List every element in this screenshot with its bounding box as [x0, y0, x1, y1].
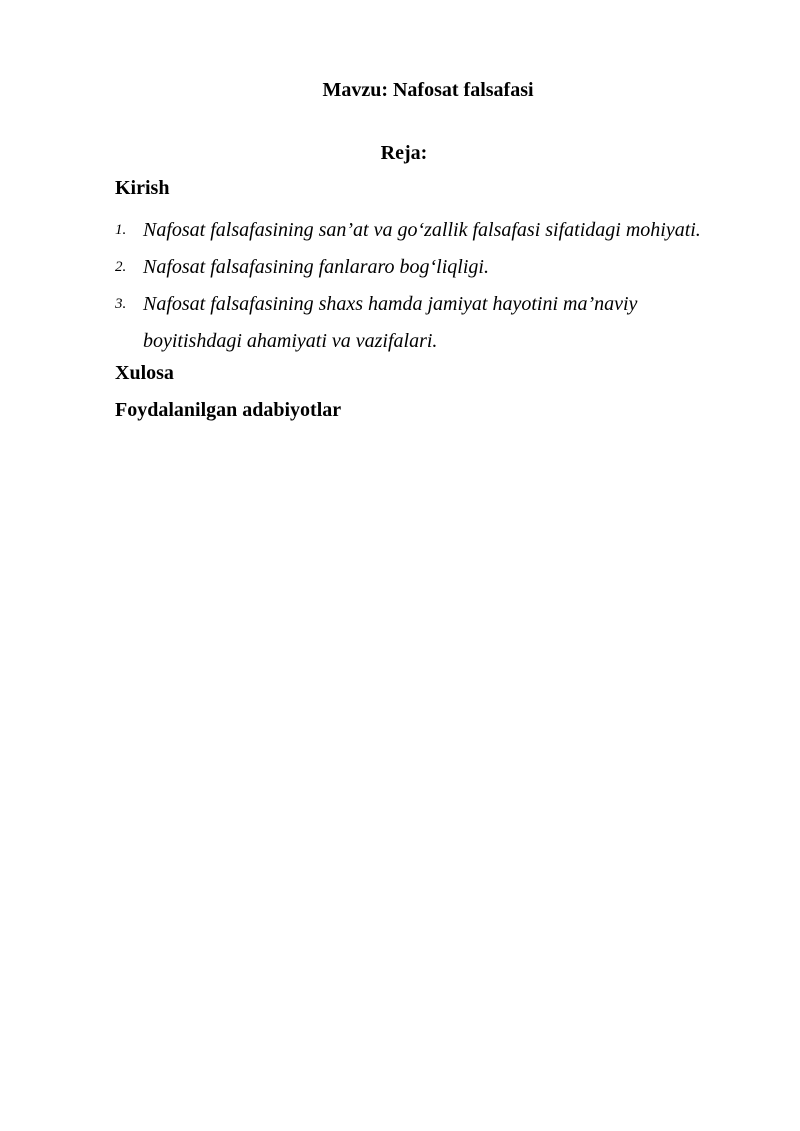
- plan-item-text: Nafosat falsafasining san’at va go‘zallik falsafasi sifatidagi mohiyati.: [143, 219, 701, 241]
- section-conclusion: Xulosa: [115, 362, 174, 384]
- plan-item-text: Nafosat falsafasining fanlararo bog‘liqligi.: [143, 256, 489, 278]
- section-references: Foydalanilgan adabiyotlar: [115, 399, 342, 421]
- plan-item-number: 3.: [115, 296, 127, 312]
- plan-item-number: 2.: [115, 259, 127, 275]
- section-introduction: Kirish: [115, 177, 170, 199]
- plan-heading: Reja:: [380, 142, 428, 164]
- plan-item: [115, 286, 765, 360]
- plan-item-number: 1.: [115, 222, 127, 238]
- plan-item-text: Nafosat falsafasining shaxs hamda jamiyat hayotini ma’naviy: [143, 293, 638, 315]
- plan-item: [115, 249, 765, 286]
- document-title: Mavzu: Nafosat falsafasi: [322, 79, 534, 101]
- plan-item: [115, 212, 765, 249]
- plan-list: [115, 212, 765, 360]
- plan-item-text-continuation: boyitishdagi ahamiyati va vazifalari.: [143, 330, 438, 352]
